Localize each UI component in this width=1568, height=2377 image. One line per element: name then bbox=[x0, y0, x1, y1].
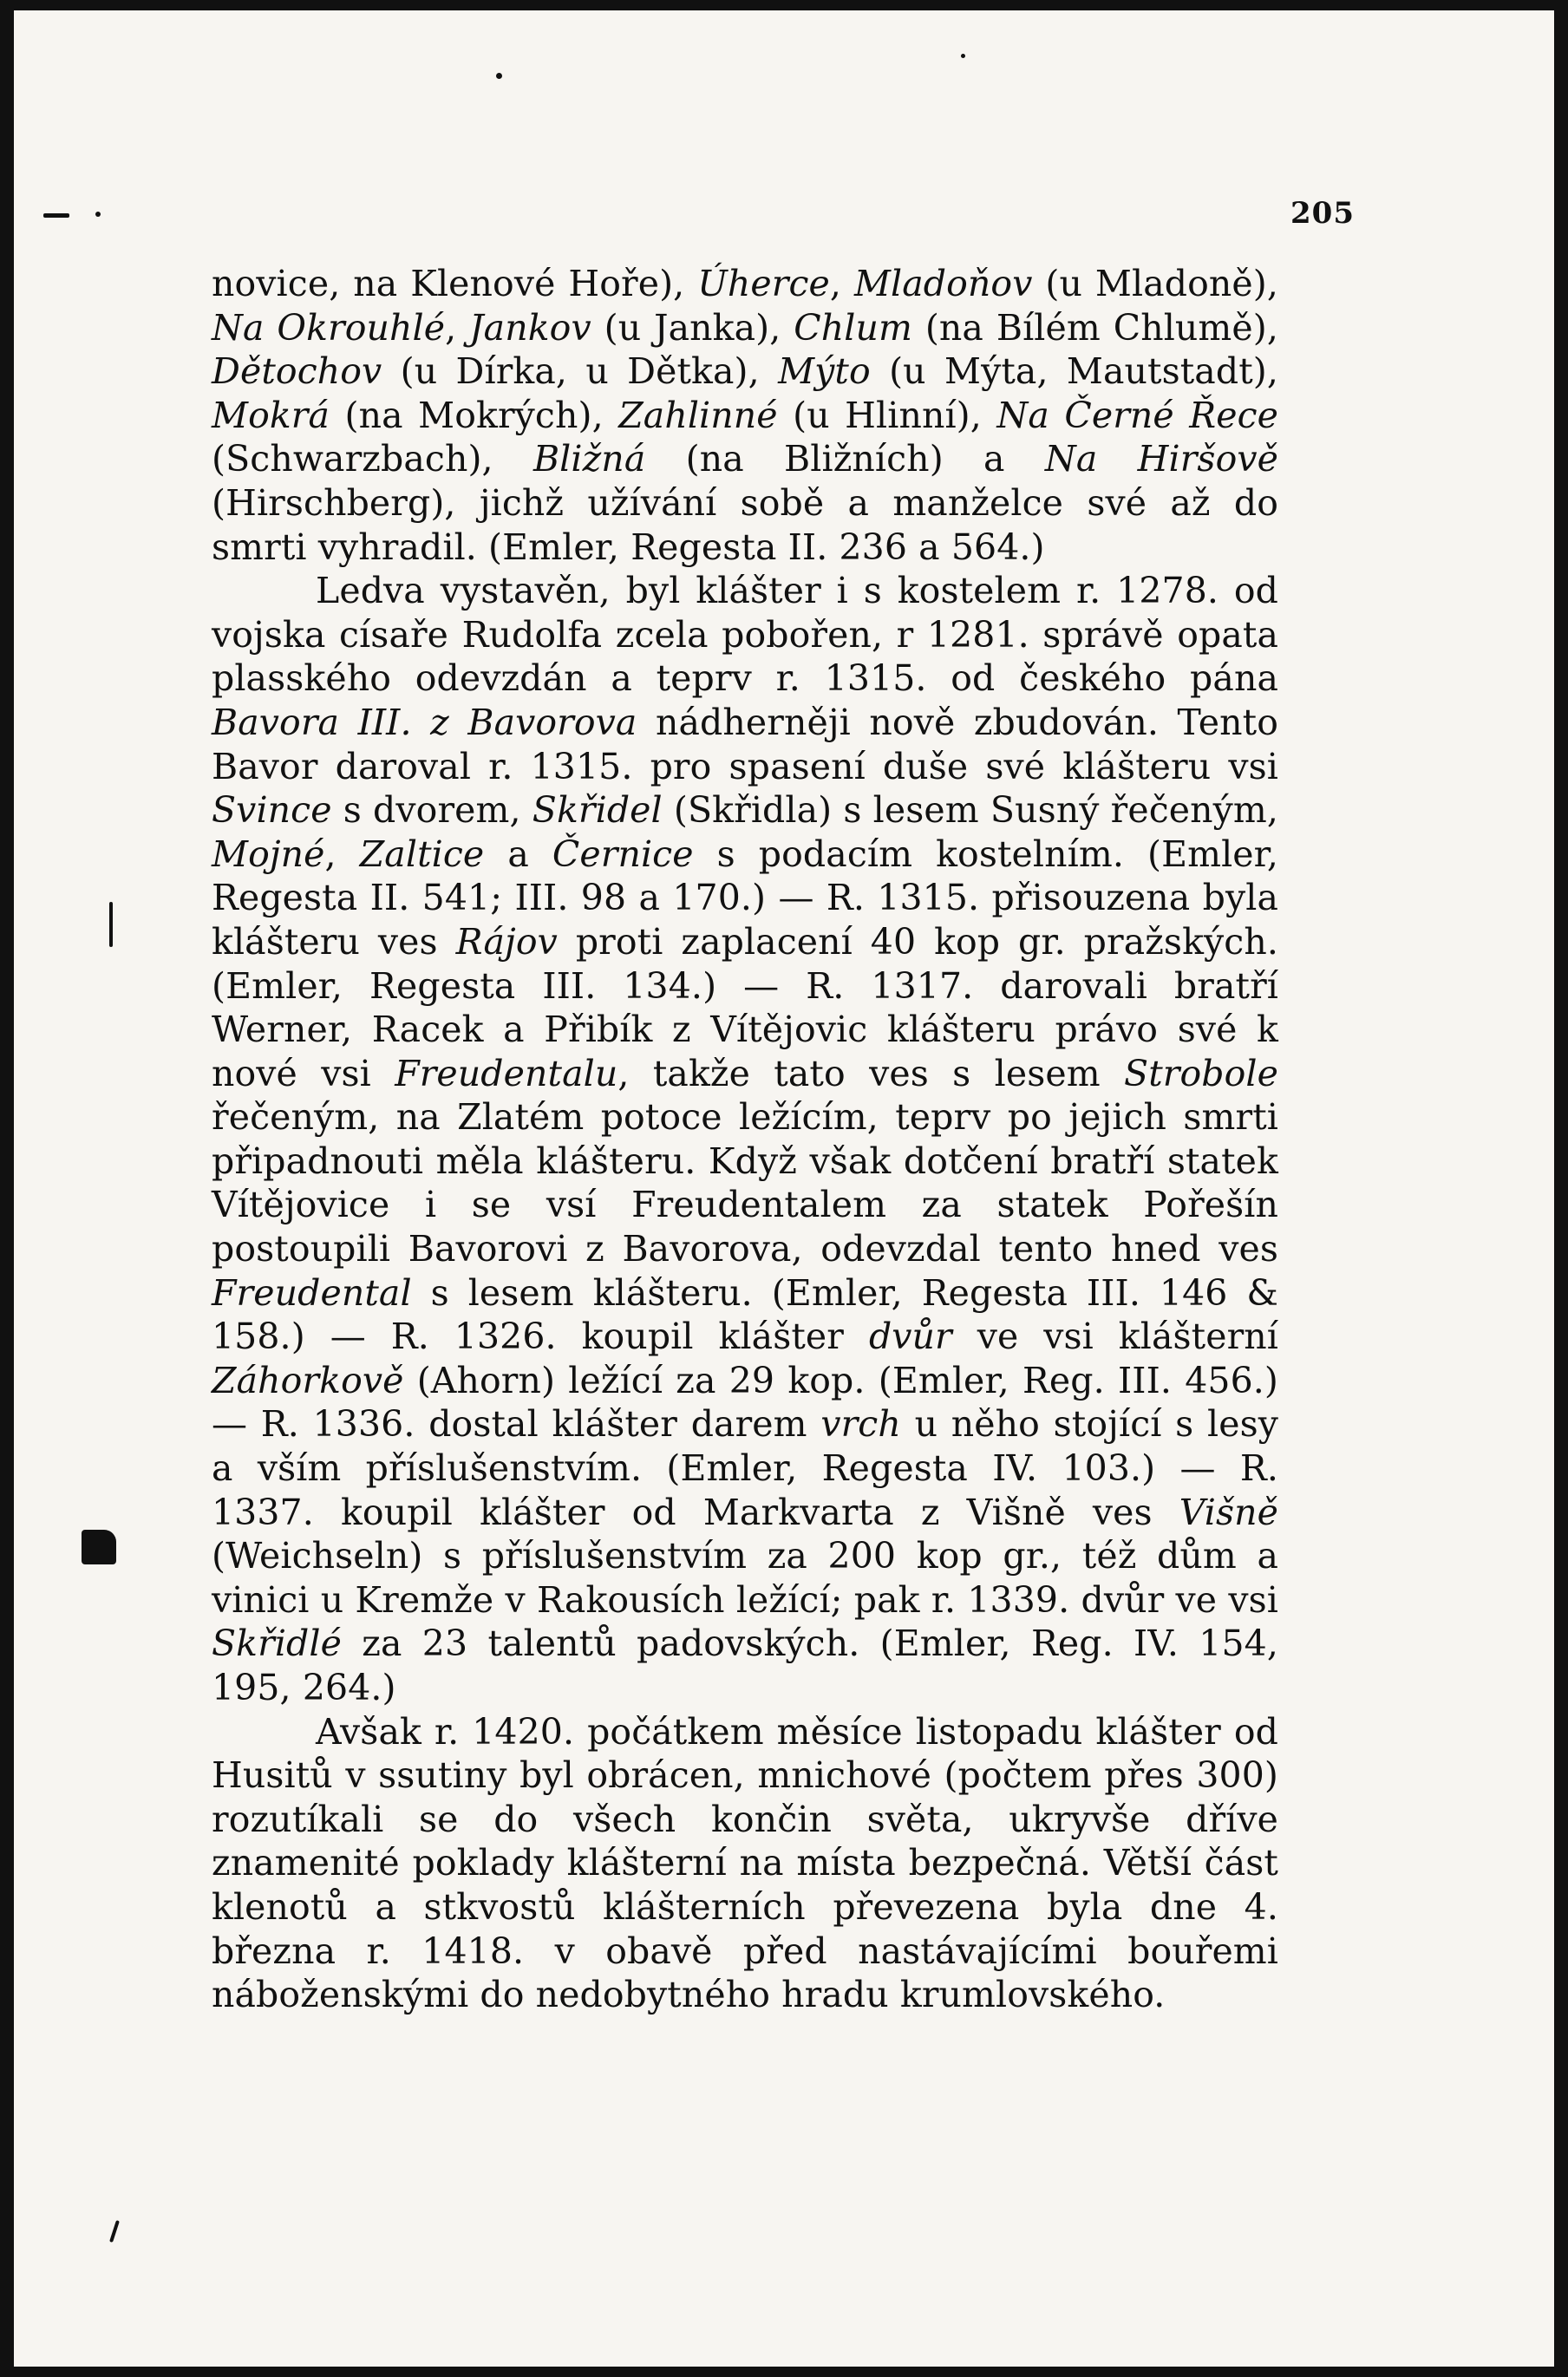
text-run: (Hirschberg), jichž užívání sobě a manželce své až do smrti vyhradil. (Emler, Regesta II. 236 a 564.) bbox=[212, 481, 1278, 568]
text-run: , bbox=[829, 263, 854, 304]
text-run: za 23 talentů padovských. (Emler, Reg. IV. 154, 195, 264.) bbox=[212, 1623, 1278, 1708]
italic-term: Mýto bbox=[778, 350, 871, 393]
text-run: řečeným, na Zlatém potoce ležícím, teprv po jejich smrti připadnouti měla klášteru. Když však dotčení bratří statek Vítějovice i se vsí Freudentalem za statek Pořešín postoupili Bavorovi z Bavorova, odevzdal tento hned ves bbox=[212, 1096, 1278, 1270]
text-run: (Weichseln) s příslušenstvím za 200 kop gr., též dům a vinici u Kremže v Rakousích ležící; pak r. 1339. dvůr ve vsi bbox=[212, 1535, 1278, 1621]
text-run: a bbox=[484, 833, 552, 875]
paragraph-3 bbox=[212, 1710, 1278, 2017]
paragraph-2 bbox=[212, 569, 1278, 1709]
italic-term: Freudental bbox=[212, 1271, 412, 1314]
italic-term: Zaltice bbox=[359, 833, 485, 875]
text-run: , takže tato ves s lesem bbox=[617, 1052, 1125, 1094]
page-number: 205 bbox=[1290, 196, 1355, 231]
scan-speck-top bbox=[496, 73, 502, 79]
italic-term: Freudentalu bbox=[395, 1052, 618, 1094]
italic-term: Černice bbox=[552, 833, 694, 875]
italic-term: Zahlinné bbox=[618, 394, 778, 436]
italic-term: Jankov bbox=[469, 306, 591, 349]
italic-term: Svince bbox=[212, 789, 332, 832]
italic-term: Na Hiršově bbox=[1044, 438, 1278, 480]
italic-term: Bližná bbox=[532, 438, 646, 480]
scan-speck bbox=[95, 212, 101, 217]
scan-mark-bottom-left bbox=[109, 2220, 120, 2243]
italic-term: Úherce bbox=[697, 263, 830, 304]
scan-mark-top-left bbox=[43, 213, 69, 218]
text-run: s dvorem, bbox=[331, 789, 532, 832]
italic-term: Mladoňov bbox=[853, 263, 1033, 304]
italic-term: vrch bbox=[820, 1403, 901, 1446]
paragraph-1 bbox=[212, 262, 1278, 569]
italic-term: Na Okrouhlé bbox=[212, 306, 446, 349]
italic-term: Chlum bbox=[794, 306, 912, 349]
text-run: (Schwarzbach), bbox=[212, 438, 533, 480]
text-run: (u Mladoně), bbox=[1032, 263, 1279, 304]
italic-term: Na Černé Řece bbox=[996, 394, 1279, 436]
text-run: ve vsi klášterní bbox=[951, 1316, 1278, 1358]
italic-term: Záhorkově bbox=[212, 1359, 404, 1401]
italic-term: Strobole bbox=[1124, 1052, 1278, 1094]
scan-mark-left-bracket bbox=[109, 902, 113, 947]
italic-term: Rájov bbox=[455, 920, 558, 963]
text-run: (na Bližních) a bbox=[645, 438, 1045, 480]
text-run: (na Mokrých), bbox=[330, 394, 619, 436]
text-run: Ledva vystavěn, byl klášter i s kostelem r. 1278. od vojska císaře Rudolfa zcela pobořen, r 1281. správě opata plasského odevzdán a teprv r. 1315. od českého pána bbox=[212, 570, 1278, 700]
text-run: , bbox=[445, 306, 470, 349]
text-run: (u Janka), bbox=[591, 306, 794, 349]
scan-speck-top-right bbox=[961, 54, 965, 58]
scan-mark-left-blot bbox=[82, 1530, 116, 1564]
text-run: u něho stojící s lesy a vším příslušenstvím. (Emler, Regesta IV. 103.) — R. 1337. koupil klášter od Markvarta z Višně ves bbox=[212, 1403, 1279, 1533]
italic-term: Mojné bbox=[212, 833, 325, 875]
text-run: (Skřidla) s lesem Susný řečeným, bbox=[662, 789, 1279, 832]
text-run: nádherněji nově zbudován. Tento Bavor daroval r. 1315. pro spasení duše své klášteru vsi bbox=[212, 701, 1278, 787]
italic-term: Skřidlé bbox=[212, 1623, 342, 1665]
body-text bbox=[212, 262, 1278, 2017]
text-run: (u Hlinní), bbox=[777, 394, 997, 436]
text-run: Avšak r. 1420. počátkem měsíce listopadu klášter od Husitů v ssutiny byl obrácen, mnichové (počtem přes 300) rozutíkali se do všech končin světa, ukryvše dříve znamenité poklady klášterní na místa bezpečná. Větší část klenotů a stkvostů klášterních převezena byla dne 4. března r. 1418. v obavě před nastávajícími bouřemi náboženskými do nedobytného hradu krumlovského. bbox=[212, 1710, 1278, 2016]
text-run: s lesem klášteru. (Emler, Regesta III. 146 & 158.) — R. 1326. koupil klášter bbox=[212, 1271, 1278, 1358]
italic-term: Skřidel bbox=[532, 789, 663, 832]
italic-term: Mokrá bbox=[212, 394, 330, 436]
text-run: proti zaplacení 40 kop gr. pražských. (Emler, Regesta III. 134.) — R. 1317. darovali bratří Werner, Racek a Přibík z Vítějovic klášteru právo své k nové vsi bbox=[212, 920, 1278, 1094]
text-run: novice, na Klenové Hoře), bbox=[212, 263, 698, 304]
text-run: (Ahorn) ležící za 29 kop. (Emler, Reg. III. 456.) — R. 1336. dostal klášter darem bbox=[212, 1359, 1278, 1446]
italic-term: Dětochov bbox=[212, 350, 382, 393]
italic-term: dvůr bbox=[868, 1316, 952, 1358]
text-run: (u Mýta, Mautstadt), bbox=[870, 350, 1278, 393]
italic-term: Bavora III. z Bavorova bbox=[212, 701, 637, 743]
text-run: s podacím kostelním. (Emler, Regesta II. 541; III. 98 a 170.) — R. 1315. přisouzena byla klášteru ves bbox=[212, 833, 1279, 963]
italic-term: Višně bbox=[1179, 1491, 1278, 1533]
text-run: (u Dírka, u Dětka), bbox=[382, 350, 779, 393]
text-run: , bbox=[324, 833, 360, 875]
text-run: (na Bílém Chlumě), bbox=[911, 306, 1278, 349]
